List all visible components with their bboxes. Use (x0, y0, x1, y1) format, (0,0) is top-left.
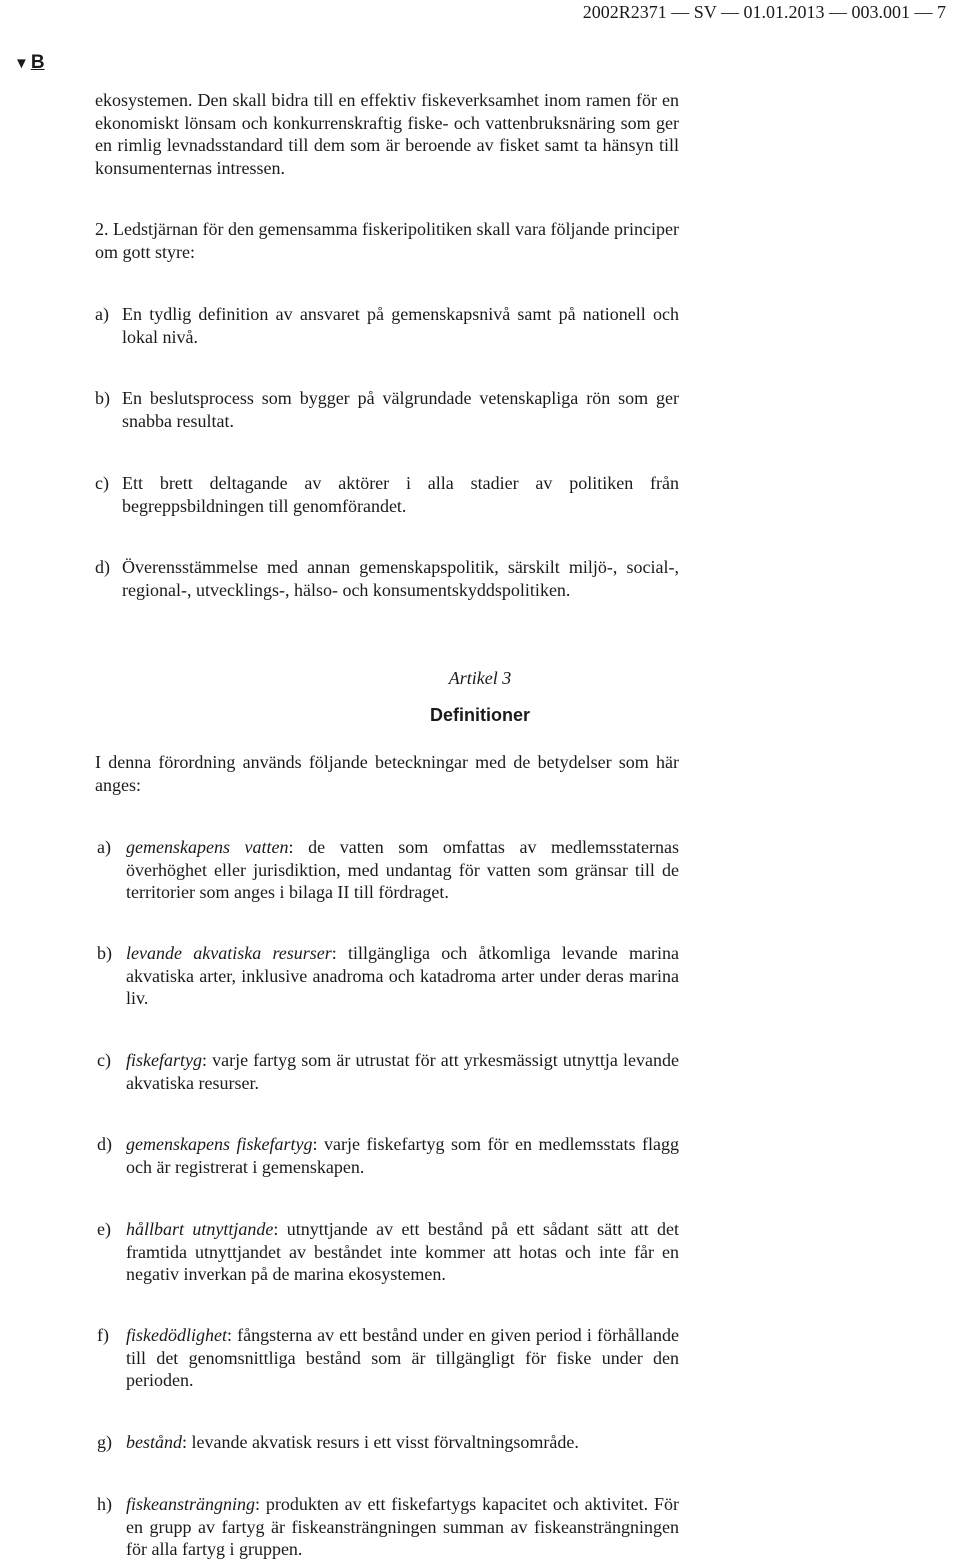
definition-item-f (95, 1324, 679, 1392)
definition-term: fiskeansträngning (126, 1494, 255, 1514)
definition-item-e (95, 1218, 679, 1286)
principle-item-a (95, 303, 679, 348)
definition-text: : de vatten som omfattas av medlemsstaternas överhöghet eller jurisdiktion, med undantag för vatten som gränsar till de territorier som anges i bilaga II till fördraget. (126, 837, 680, 902)
definition-label: c) (97, 1050, 111, 1070)
definition-term: fiskedödlighet (126, 1325, 227, 1345)
definition-label: a) (97, 837, 111, 857)
definition-item-a (95, 836, 679, 904)
definition-label: d) (97, 1134, 112, 1154)
definition-label: e) (97, 1219, 111, 1239)
paragraph-continued: ekosystemen. Den skall bidra till en effektiv fiskeverksamhet inom ramen för en ekonomiskt lönsam och konkurrenskraftig fiske- och vattenbruksnäring som ger en rimlig levnadsstandard till dem som är beroende av fisket samt ta hänsyn till konsumenternas intressen. (95, 90, 679, 178)
definition-term: hållbart utnyttjande (126, 1219, 274, 1239)
definition-term: gemenskapens vatten (126, 837, 289, 857)
definition-label: f) (97, 1325, 109, 1345)
amendment-marker-letter: B (30, 52, 45, 73)
article-title: Definitioner (429, 705, 530, 725)
principle-text: En beslutsprocess som bygger på välgrundade vetenskapliga rön som ger snabba resultat. (122, 388, 679, 431)
definition-text: : tillgängliga och åtkomliga levande marina akvatiska arter, inklusive anadroma och katadroma arter under deras marina liv. (126, 943, 679, 1008)
paragraph-2: 2. Ledstjärnan för den gemensamma fiskeripolitiken skall vara följande principer om gott styre: (95, 219, 679, 262)
principle-label: b) (95, 388, 110, 408)
page-header: 2002R2371 — SV — 01.01.2013 — 003.001 — 7 (582, 2, 946, 22)
definition-term: gemenskapens fiskefartyg (126, 1134, 313, 1154)
definition-item-c (95, 1049, 679, 1094)
definition-item-g (95, 1431, 679, 1454)
definition-label: g) (97, 1432, 112, 1452)
definition-text: : utnyttjande av ett bestånd på ett sådant sätt att det framtida utnyttjandet av beståndet inte kommer att hotas och inte får en negativ inverkan på de marina ekosystemen. (126, 1219, 680, 1284)
principle-text: En tydlig definition av ansvaret på gemenskapsnivå samt på nationell och lokal nivå. (122, 304, 679, 347)
definition-text: : varje fiskefartyg som för en medlemsstats flagg och är registrerat i gemenskapen. (126, 1134, 679, 1177)
definition-text: : levande akvatisk resurs i ett visst förvaltningsområde. (182, 1432, 579, 1452)
definition-label: h) (97, 1494, 112, 1514)
principle-label: c) (95, 473, 109, 493)
article-number: Artikel 3 (448, 668, 512, 688)
definition-label: b) (97, 943, 112, 963)
definition-item-d (95, 1133, 679, 1178)
definition-text: : varje fartyg som är utrustat för att yrkesmässigt utnyttja levande akvatiska resurser. (126, 1050, 679, 1093)
definition-item-h (95, 1493, 679, 1561)
principle-label: d) (95, 557, 110, 577)
article-intro: I denna förordning används följande beteckningar med de betydelser som här anges: (95, 752, 679, 795)
definition-text: : fångsterna av ett bestånd under en given period i förhållande till det genomsnittliga bestånd som är tillgängligt för fiske under den perioden. (126, 1325, 679, 1390)
definition-item-b (95, 942, 679, 1010)
principle-text: Överensstämmelse med annan gemenskapspolitik, särskilt miljö-, social-, regional-, utvecklings-, hälso- och konsumentskyddspolitiken. (122, 557, 679, 600)
definition-term: bestånd (126, 1432, 182, 1452)
definition-text: : produkten av ett fiskefartygs kapacitet och aktivitet. För en grupp av fartyg är fiskeansträngningen summan av fiskeansträngningen för alla fartyg i gruppen. (126, 1494, 679, 1559)
principle-item-c (95, 472, 679, 517)
principle-item-d (95, 556, 679, 601)
principle-text: Ett brett deltagande av aktörer i alla stadier av politiken från begreppsbildningen till genomförandet. (122, 473, 679, 516)
amendment-marker (14, 52, 45, 75)
definition-term: fiskefartyg (126, 1050, 202, 1070)
principle-label: a) (95, 304, 109, 324)
definition-term: levande akvatiska resurser (126, 943, 332, 963)
principle-item-b (95, 387, 679, 432)
triangle-down-icon: ▼ (14, 55, 29, 72)
